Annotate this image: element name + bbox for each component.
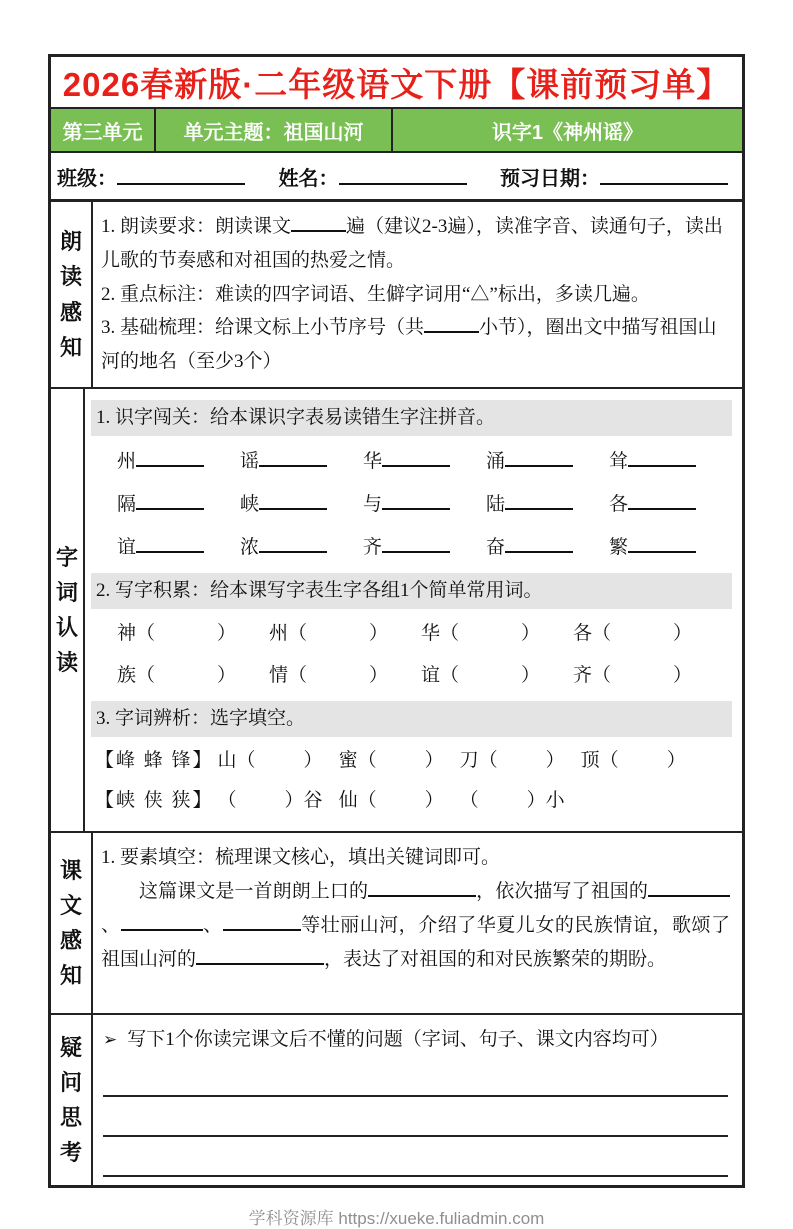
paren-close: ） [521,623,541,645]
langdu-item-2: 2. 重点标注：难读的四字词语、生僻字词用“△”标出，多读几遍。 [101,283,650,305]
kewen-seg: 、 [202,914,223,936]
answer-line [103,1097,728,1137]
paren-open: （ [357,790,377,812]
name-label: 姓名： [278,167,339,190]
option-chars: 【峡 侠 狭】 [95,790,214,812]
unit-header-band [51,107,742,153]
zuci-char: 情 [269,664,289,686]
fill-in-blank [628,490,696,510]
pinyin-char: 州 [117,450,137,472]
zici-q3-title: 3. 字词辨析：选字填空。 [91,701,732,737]
paren-open: （ [440,664,460,686]
section-label-text: 疑问思考 [59,1034,82,1166]
fill-in-blank [136,490,204,510]
section-row-yiwen [51,1013,742,1185]
xuanzi-item [460,784,565,818]
langdu-item3-post: 小节），圈出文中描写祖国山河的地名（至少3个） [101,317,717,373]
pinyin-char: 谣 [240,450,260,472]
langdu-item3-pre: 3. 基础梳理：给课文标上小节序号（共 [101,317,425,339]
xuanzi-char: 顶 [580,749,600,771]
pinyin-item [117,488,240,522]
zuci-item [421,617,573,651]
paren-open: （ [478,749,498,771]
xuanzi-item [218,784,323,818]
worksheet [48,54,745,1188]
pinyin-item [363,445,486,479]
pinyin-item [609,445,732,479]
xuanzi-char: 蜜 [338,749,358,771]
pinyin-char: 谊 [117,536,137,558]
zuci-item [117,659,269,693]
section-label-text: 朗读感知 [59,229,82,360]
fill-in-blank [291,212,346,232]
fill-in-blank [259,447,327,467]
section-label-kewen [51,833,93,1013]
xuanzi-item [339,784,444,818]
fill-in-blank [382,490,450,510]
xuanzi-item [218,744,323,778]
class-field [57,162,245,191]
pinyin-row-1 [91,445,732,479]
fill-in-blank [628,532,696,552]
paren-open: （ [592,664,612,686]
paren-open: （ [592,623,612,645]
paren-close: ） [369,664,389,686]
kewen-seg: 这篇课文是一首朗朗上口的 [139,881,369,902]
langdu-item-3 [101,311,730,379]
paren-close: ） [526,790,546,812]
pinyin-item [240,445,363,479]
pinyin-char: 奋 [486,536,506,558]
pinyin-char: 耸 [609,450,629,472]
zuci-item [573,617,725,651]
date-field [500,162,728,191]
fill-in-blank [259,490,327,510]
name-blank [339,164,467,185]
arrowhead-bullet-icon: ➢ [103,1030,118,1050]
section-label-text: 字词认读 [55,544,78,676]
zuci-item [573,659,725,693]
pinyin-item [117,445,240,479]
name-field [279,162,467,191]
xuanzi-char: 仙 [338,790,358,812]
paren-close: ） [217,623,237,645]
zuci-char: 州 [269,623,289,645]
paren-close: ） [673,664,693,686]
unit-theme: 单元主题：祖国山河 [156,109,393,151]
xuanzi-char: 谷 [303,790,323,812]
paren-close: ） [303,749,323,771]
fill-in-blank [382,447,450,467]
zuci-char: 华 [421,623,441,645]
pinyin-char: 与 [363,493,383,515]
option-chars: 【峰 蜂 锋】 [95,749,214,771]
paren-close: ） [673,623,693,645]
xuanzi-row-2 [91,784,732,818]
fill-in-blank [505,447,573,467]
pinyin-char: 涌 [486,450,506,472]
date-label: 预习日期： [500,167,600,190]
fill-in-blank [259,532,327,552]
kewen-content [93,833,742,1013]
fill-in-blank [196,945,324,965]
xuanzi-item [460,744,565,778]
kewen-fill-paragraph [101,875,730,976]
zuci-item [117,617,269,651]
pinyin-item [486,531,609,565]
paren-close: ） [369,623,389,645]
xuanzi-item [581,744,686,778]
yiwen-content [93,1015,742,1185]
zuci-item [269,617,421,651]
pinyin-char: 峡 [240,493,260,515]
fill-in-blank [368,877,476,897]
paren-open: （ [288,664,308,686]
zuci-item [269,659,421,693]
zici-q2-title: 2. 写字积累：给本课写字表生字各组1个简单常用词。 [91,573,732,609]
zuci-char: 族 [117,664,137,686]
paren-open: （ [357,749,377,771]
kewen-seg: 等壮丽山河，介绍了华夏儿女的民族情谊，歌颂了祖国山河的 [101,914,730,970]
zuci-row-2 [91,659,732,693]
zici-q1-title: 1. 识字闯关：给本课识字表易读错生字注拼音。 [91,400,732,436]
fill-in-blank [648,877,730,897]
pinyin-char: 浓 [240,536,260,558]
paren-open: （ [217,790,237,812]
site-watermark: 学科资源库 https://xueke.fuliadmin.com [248,1209,545,1228]
date-blank [600,164,728,185]
section-row-zici [51,387,742,831]
paren-close: ） [545,749,565,771]
kewen-q1-title: 1. 要素填空：梳理课文核心，填出关键词即可。 [101,847,501,869]
section-label-text: 课文感知 [59,857,82,989]
section-row-langdu [51,199,742,387]
xuanzi-char: 山 [217,749,237,771]
paren-close: ） [217,664,237,686]
fill-in-blank [121,911,203,931]
pinyin-item [486,488,609,522]
class-blank [117,164,245,185]
pinyin-item [363,531,486,565]
xuanzi-char: 小 [545,790,565,812]
paren-open: （ [236,749,256,771]
answer-line [103,1137,728,1177]
zuci-char: 谊 [421,664,441,686]
kewen-seg: ，依次描写了祖国的 [476,881,648,902]
paren-close: ） [521,664,541,686]
fill-in-blank [136,532,204,552]
zuci-item [421,659,573,693]
fill-in-blank [628,447,696,467]
pinyin-item [609,531,732,565]
paren-open: （ [599,749,619,771]
paren-open: （ [459,790,479,812]
langdu-content [93,202,742,387]
student-info-row [51,153,742,199]
page-title: 2026春新版·二年级语文下册【课前预习单】 [62,65,731,103]
zuci-char: 齐 [573,664,593,686]
langdu-item-1 [101,210,730,278]
fill-in-blank [505,532,573,552]
unit-number: 第三单元 [51,109,156,151]
pinyin-item [609,488,732,522]
kewen-seg: 、 [101,914,121,936]
pinyin-char: 各 [609,493,629,515]
fill-in-blank [223,911,301,931]
zici-content [85,389,742,831]
pinyin-row-2 [91,488,732,522]
pinyin-char: 陆 [486,493,506,515]
langdu-item1-post: 遍（建议2-3遍），读准字音、读通句子，读出儿歌的节奏感和对祖国的热爱之情。 [101,216,723,271]
pinyin-item [240,488,363,522]
paren-open: （ [440,623,460,645]
pinyin-char: 华 [363,450,383,472]
section-label-langdu [51,202,93,387]
zuci-char: 各 [573,623,593,645]
paren-open: （ [288,623,308,645]
section-label-zici [51,389,85,831]
xuanzi-char: 刀 [459,749,479,771]
xuanzi-row-1 [91,744,732,778]
xuanzi-item [339,744,444,778]
pinyin-char: 隔 [117,493,137,515]
paren-close: ） [666,749,686,771]
pinyin-item [486,445,609,479]
fill-in-blank [382,532,450,552]
pinyin-item [240,531,363,565]
fill-in-blank [136,447,204,467]
lesson-title: 识字1《神州谣》 [491,121,644,144]
pinyin-row-3 [91,531,732,565]
pinyin-item [363,488,486,522]
langdu-item1-pre: 1. 朗读要求：朗读课文 [101,216,292,237]
paren-open: （ [136,623,156,645]
section-row-kewen [51,831,742,1013]
paren-open: （ [136,664,156,686]
class-label: 班级： [57,167,117,190]
section-label-yiwen [51,1015,93,1185]
kewen-seg: ，表达了对祖国的和对民族繁荣的期盼。 [324,948,667,970]
zuci-char: 神 [117,623,137,645]
pinyin-item [117,531,240,565]
paren-close: ） [424,749,444,771]
fill-in-blank [505,490,573,510]
paren-close: ） [424,790,444,812]
paren-close: ） [284,790,304,812]
answer-line [103,1057,728,1097]
fill-in-blank [424,313,479,333]
zuci-row-1 [91,617,732,651]
yiwen-prompt-text: 写下1个你读完课文后不懂的问题（字词、句子、课文内容均可） [127,1029,669,1051]
yiwen-prompt [101,1023,730,1057]
pinyin-char: 繁 [609,536,629,558]
pinyin-char: 齐 [363,536,383,558]
